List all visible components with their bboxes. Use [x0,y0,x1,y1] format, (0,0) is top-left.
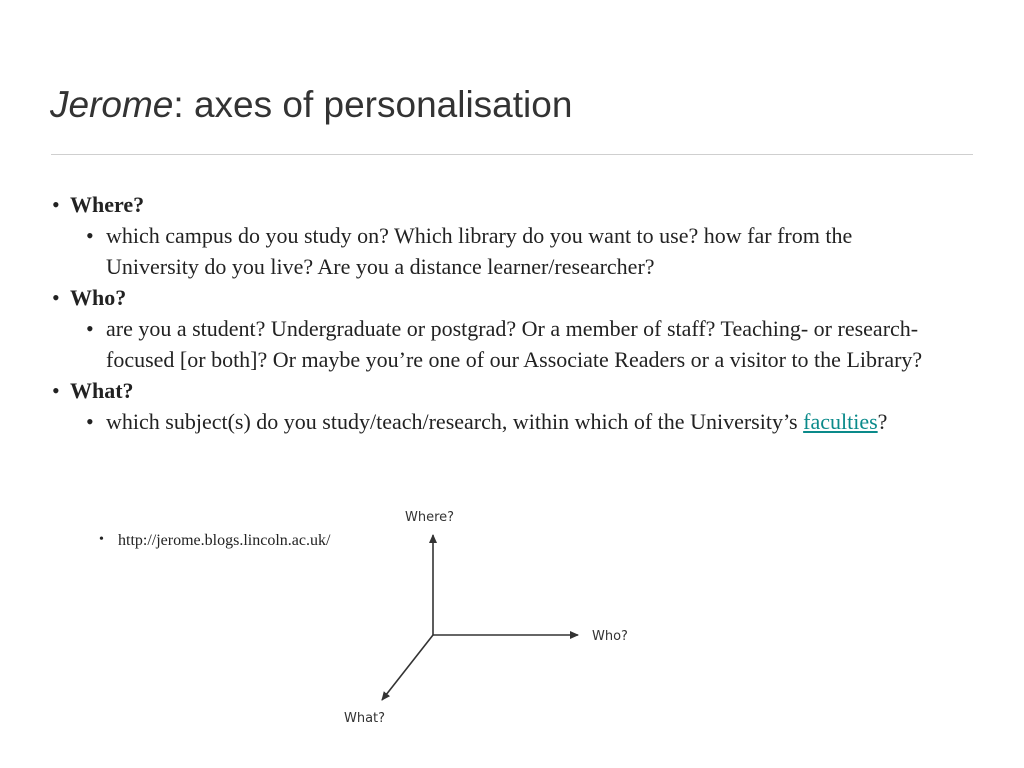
bullet-who-heading: • Who? [52,282,952,313]
title-divider [51,154,973,155]
bullet-what-text [106,406,946,437]
bullet-what-heading: • What? [52,375,952,406]
bullet-who-text: • are you a student? Undergraduate or postgrad? Or a member of staff? Teaching- or research-focused [or both]? Or maybe you’re one of our Associate Readers or a visitor to the Library? [106,313,946,375]
axis-label-who: Who? [592,629,628,644]
source-url[interactable]: • http://jerome.blogs.lincoln.ac.uk/ [118,532,330,550]
bullet-where-text: • which campus do you study on? Which library do you want to use? how far from the University do you live? Are you a distance learner/researcher? [106,220,946,282]
axis-label-what: What? [344,711,386,724]
bullet-where-heading: • Where? [52,189,952,220]
slide-title-rest: : axes of personalisation [173,84,573,125]
bullet-what-text-before: which subject(s) do you study/teach/research, within which of the University’s [106,409,804,434]
slide-title-italic: Jerome [50,84,174,125]
axes-diagram-svg [342,504,642,724]
slide-title [50,84,572,126]
axes-diagram [342,504,642,724]
axis-down-left [382,635,433,700]
bullet-list [52,189,952,437]
faculties-link[interactable]: faculties [803,409,878,434]
bullet-what-text-after: ? [877,409,888,434]
axis-label-where: Where? [405,510,455,525]
